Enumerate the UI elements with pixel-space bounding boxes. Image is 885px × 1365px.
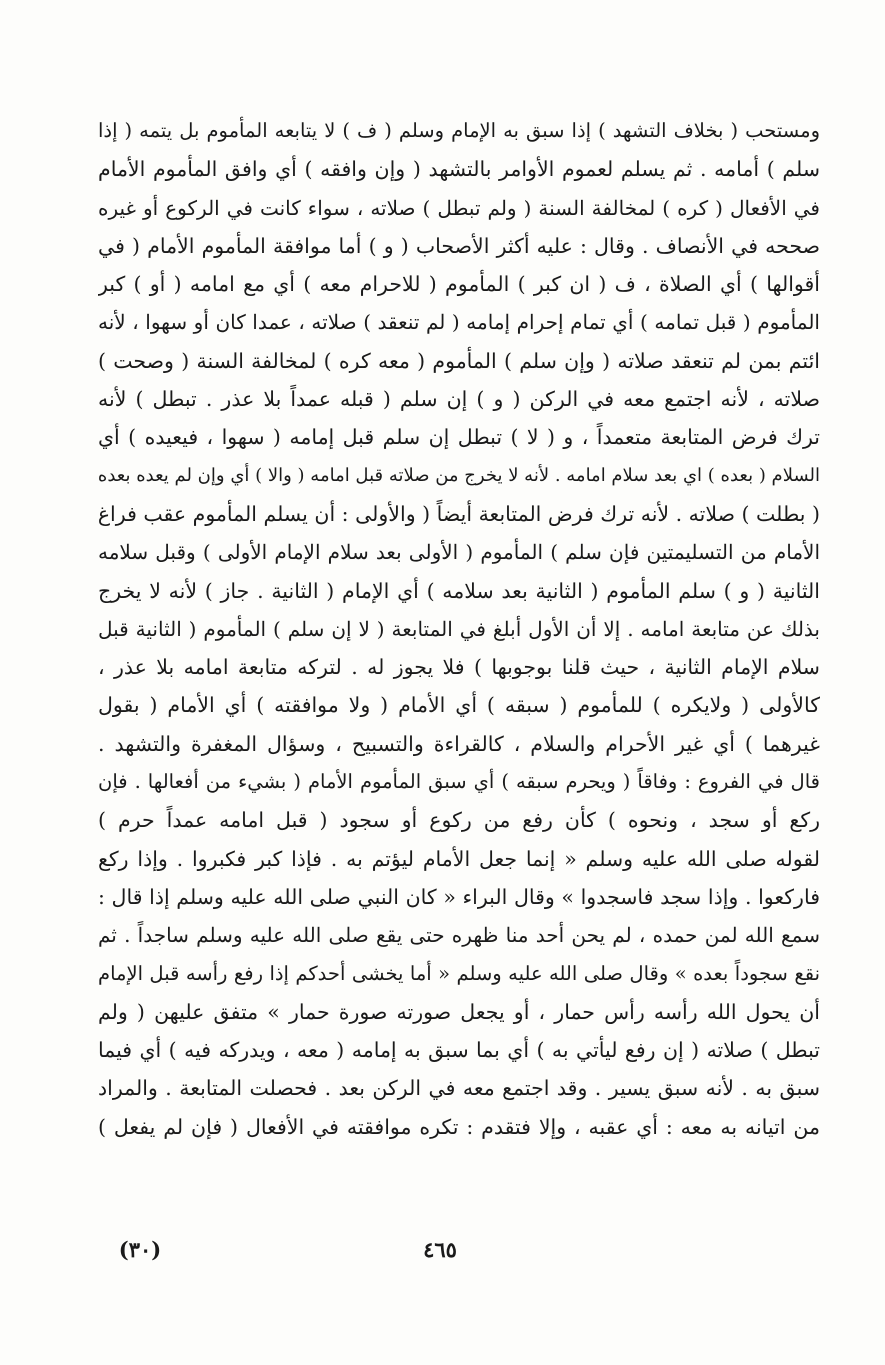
text-line: في الأفعال ( كره ) لمخالفة السنة ( ولم تبطل ) صلاته ، سواء كانت في الركوع أو غيره <box>98 195 820 220</box>
text-line: ( بطلت ) صلاته . لأنه ترك فرض المتابعة أيضاً ( والأولى : أن يسلم المأموم عقب فراغ <box>98 501 820 526</box>
text-line: ركع أو سجد ، ونحوه ) كأن رفع من ركوع أو سجود ( قبل امامه عمداً حرم ) <box>98 808 820 833</box>
text-line: فاركعوا . وإذا سجد فاسجدوا » وقال البراء « كان النبي صلى الله عليه وسلم إذا قال : <box>98 884 820 909</box>
text-line: قال في الفروع : وفاقاً ( ويحرم سبقه ) أي سبق المأموم الأمام ( بشيء من أفعالها . فإن <box>98 770 820 794</box>
text-line: سبق به . لأنه سبق يسير . وقد اجتمع معه في الركن بعد . فحصلت المتابعة . والمراد <box>98 1076 820 1101</box>
text-line: ائتم بمن لم تنعقد صلاته ( وإن سلم ) المأموم ( معه كره ) لمخالفة السنة ( وصحت ) <box>98 348 820 373</box>
text-line: بذلك عن متابعة امامه . إلا أن الأول أبلغ في المتابعة ( لا إن سلم ) المأموم ( الثانية قبل <box>98 616 820 641</box>
text-line: سمع الله لمن حمده ، لم يحن أحد منا ظهره حتى يقع صلى الله عليه وسلم ساجداً . ثم <box>98 923 820 948</box>
text-line: تبطل ) صلاته ( إن رفع ليأتي به ) أي بما سبق به إمامه ( معه ، ويدركه فيه ) أي فيما <box>98 1038 820 1063</box>
text-line: صلاته ، لأنه اجتمع معه في الركن ( و ) إن سلم ( قبله عمداً بلا عذر . تبطل ) لأنه <box>98 387 820 412</box>
signature-mark: (٣٠) <box>118 1237 162 1262</box>
text-line: كالأولى ( ولايكره ) للمأموم ( سبقه ) أي الأمام ( ولا موافقته ) أي الأمام ( بقول <box>98 693 820 718</box>
page-number: ٤٦٥ <box>423 1237 457 1262</box>
text-line: ترك فرض المتابعة متعمداً ، و ( لا ) تبطل إن سلم قبل إمامه ( سهوا ، فيعيده ) أي <box>98 425 820 450</box>
text-line: غيرهما ) أي غير الأحرام والسلام ، كالقراءة والتسبيح ، وسؤال المغفرة والتشهد . <box>98 731 820 756</box>
text-line: من اتيانه به معه : أي عقبه ، وإلا فتقدم : تكره موافقته في الأفعال ( فإن لم يفعل ) <box>98 1114 820 1139</box>
text-line: أن يحول الله رأسه رأس حمار ، أو يجعل صورته صورة حمار » متفق عليهن ( ولم <box>98 999 820 1024</box>
text-line: صححه في الأنصاف . وقال : عليه أكثر الأصحاب ( و ) أما موافقة المأموم الأمام ( في <box>98 233 820 258</box>
text-line: سلم ) أمامه . ثم يسلم لعموم الأوامر بالتشهد ( وإن وافقه ) أي وافق المأموم الأمام <box>98 157 820 182</box>
text-line: المأموم ( قبل تمامه ) أي تمام إحرام إمامه ( لم تنعقد ) صلاته ، عمدا كان أو سهوا ، لأنه <box>98 310 820 335</box>
text-line: الثانية ( و ) سلم المأموم ( الثانية بعد سلامه ) أي الإمام ( الثانية . جاز ) لأنه لا يخرج <box>98 578 820 603</box>
text-line: الأمام من التسليمتين فإن سلم ) المأموم ( الأولى بعد سلام الإمام الأولى ) وقبل سلامه <box>98 540 820 565</box>
text-line: نقع سجوداً بعده » وقال صلى الله عليه وسلم « أما يخشى أحدكم إذا رفع رأسه قبل الإمام <box>98 961 820 985</box>
body-text <box>98 112 820 1146</box>
text-line: السلام ( بعده ) اي بعد سلام امامه . لأنه لا يخرج من صلاته قبل امامه ( والا ) أي وإن لم يعده بعده <box>98 464 820 486</box>
text-line: أقوالها ) أي الصلاة ، ف ( ان كبر ) المأموم ( للاحرام معه ) أي مع امامه ( أو ) كبر <box>98 272 820 297</box>
text-line: سلام الإمام الثانية ، حيث قلنا بوجوبها ) فلا يجوز له . لتركه متابعة امامه بلا عذر ، <box>98 655 820 680</box>
text-line: ومستحب ( بخلاف التشهد ) إذا سبق به الإمام وسلم ( ف ) لا يتابعه المأموم بل يتمه ( إذا <box>98 119 820 142</box>
text-line: لقوله صلى الله عليه وسلم « إنما جعل الأمام ليؤتم به . فإذا كبر فكبروا . وإذا ركع <box>98 846 820 871</box>
